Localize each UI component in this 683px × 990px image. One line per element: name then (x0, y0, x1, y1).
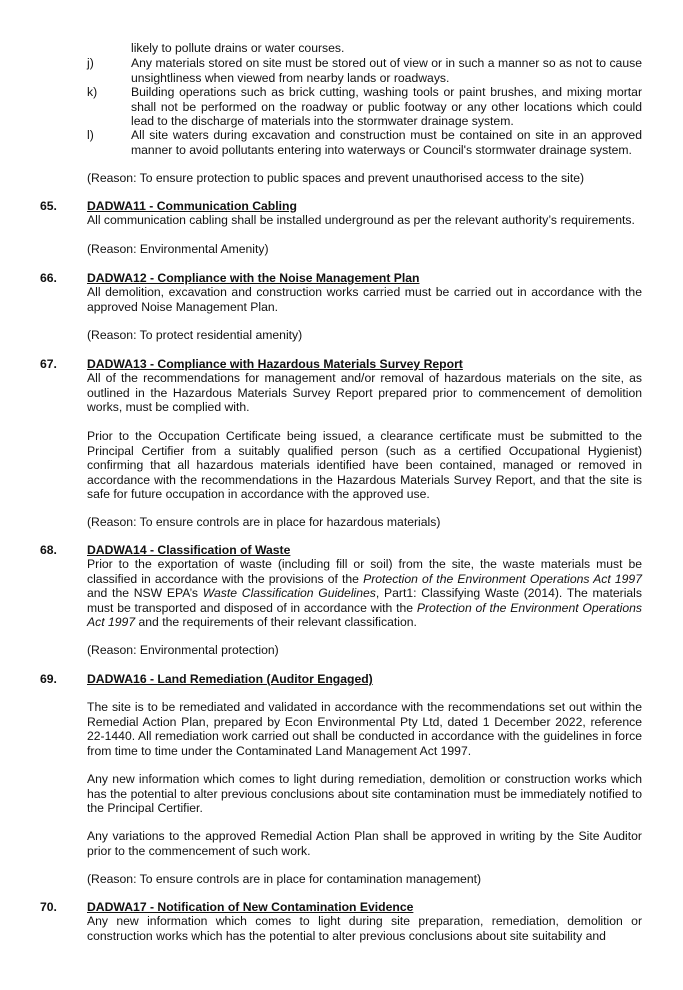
text-run: , Part1: Classifying Waste (2014). The materials must be transported and disposed of in accordance with the (87, 586, 642, 615)
condition-paragraph: All communication cabling shall be installed underground as per the relevant authority’s requirements. (87, 213, 635, 227)
text-run: Prior to the exportation of waste (including fill or soil) from the site, the waste materials must be classified in accordance with the provisions of the (87, 557, 642, 586)
condition-number: 66. (40, 271, 57, 285)
list-item-k: Building operations such as brick cutting, washing tools or paint brushes, and mixing mortar shall not be performed on the roadway or public footway or any other locations which could lead to the discharge of materials into the stormwater drainage system. (131, 85, 642, 129)
condition-number: 65. (40, 199, 57, 213)
condition-paragraph: All demolition, excavation and construction works carried must be carried out in accordance with the approved Noise Management Plan. (87, 285, 642, 314)
list-marker-k: k) (87, 85, 98, 99)
text-run: and the NSW EPA’s (87, 586, 203, 601)
guidelines-title-italic: Waste Classification Guidelines (202, 586, 376, 601)
text-run: and the requirements of their relevant classification. (135, 615, 417, 630)
list-item-j: Any materials stored on site must be stored out of view or in such a manner so as not to cause unsightliness when viewed from nearby lands or roadways. (131, 56, 642, 85)
condition-paragraph (87, 557, 642, 630)
reason-text: (Reason: To ensure controls are in place for contamination management) (87, 872, 482, 886)
reason-text: (Reason: To protect residential amenity) (87, 328, 303, 342)
reason-text: (Reason: Environmental protection) (87, 643, 279, 657)
reason-text: (Reason: Environmental Amenity) (87, 242, 269, 256)
condition-number: 69. (40, 672, 57, 686)
condition-number: 67. (40, 357, 57, 371)
condition-paragraph: Prior to the Occupation Certificate being issued, a clearance certificate must be submitted to the Principal Certifier from a suitably qualified person (such as a certified Occupational Hygienist) confirming that all hazardous materials identified have been contained, managed or removed in accordance with the recommendations in the Hazardous Materials Survey Report, and that the site is safe for future occupation in accordance with the approved use. (87, 429, 642, 502)
list-continuation: likely to pollute drains or water courses. (131, 41, 345, 55)
condition-paragraph: Any variations to the approved Remedial Action Plan shall be approved in writing by the Site Auditor prior to the commencement of such work. (87, 829, 642, 858)
condition-paragraph: All of the recommendations for management and/or removal of hazardous materials on the site, as outlined in the Hazardous Materials Survey Report prepared prior to commencement of demolition works, must be complied with. (87, 371, 642, 415)
list-marker-j: j) (87, 56, 94, 70)
condition-title: DADWA14 - Classification of Waste (87, 543, 291, 557)
condition-number: 70. (40, 900, 57, 914)
list-item-l: All site waters during excavation and construction must be contained on site in an approved manner to avoid pollutants entering into waterways or Council's stormwater drainage system. (131, 128, 642, 157)
condition-title: DADWA11 - Communication Cabling (87, 199, 297, 213)
condition-title: DADWA17 - Notification of New Contamination Evidence (87, 900, 414, 914)
list-marker-l: l) (87, 128, 94, 142)
condition-title: DADWA16 - Land Remediation (Auditor Engaged) (87, 672, 373, 686)
act-title-italic: Protection of the Environment Operations Act 1997 (87, 600, 643, 630)
reason-text: (Reason: To ensure controls are in place for hazardous materials) (87, 515, 441, 529)
act-title-italic: Protection of the Environment Operations Act 1997 (363, 571, 642, 586)
condition-title: DADWA12 - Compliance with the Noise Management Plan (87, 271, 420, 285)
condition-paragraph: The site is to be remediated and validated in accordance with the recommendations set out within the Remedial Action Plan, prepared by Econ Environmental Pty Ltd, dated 1 December 2022, reference 22-1440. All remediation work carried out shall be conducted in accordance with the guidelines in force from time to time under the Contaminated Land Management Act 1997. (87, 700, 642, 758)
condition-paragraph: Any new information which comes to light during remediation, demolition or construction works which has the potential to alter previous conclusions about site contamination must be immediately notified to the Principal Certifier. (87, 772, 642, 816)
condition-number: 68. (40, 543, 57, 557)
reason-text: (Reason: To ensure protection to public spaces and prevent unauthorised access to the site) (87, 171, 585, 185)
condition-paragraph: Any new information which comes to light during site preparation, remediation, demolition or construction works which has the potential to alter previous conclusions about site suitability and (87, 914, 642, 943)
condition-title: DADWA13 - Compliance with Hazardous Materials Survey Report (87, 357, 463, 371)
